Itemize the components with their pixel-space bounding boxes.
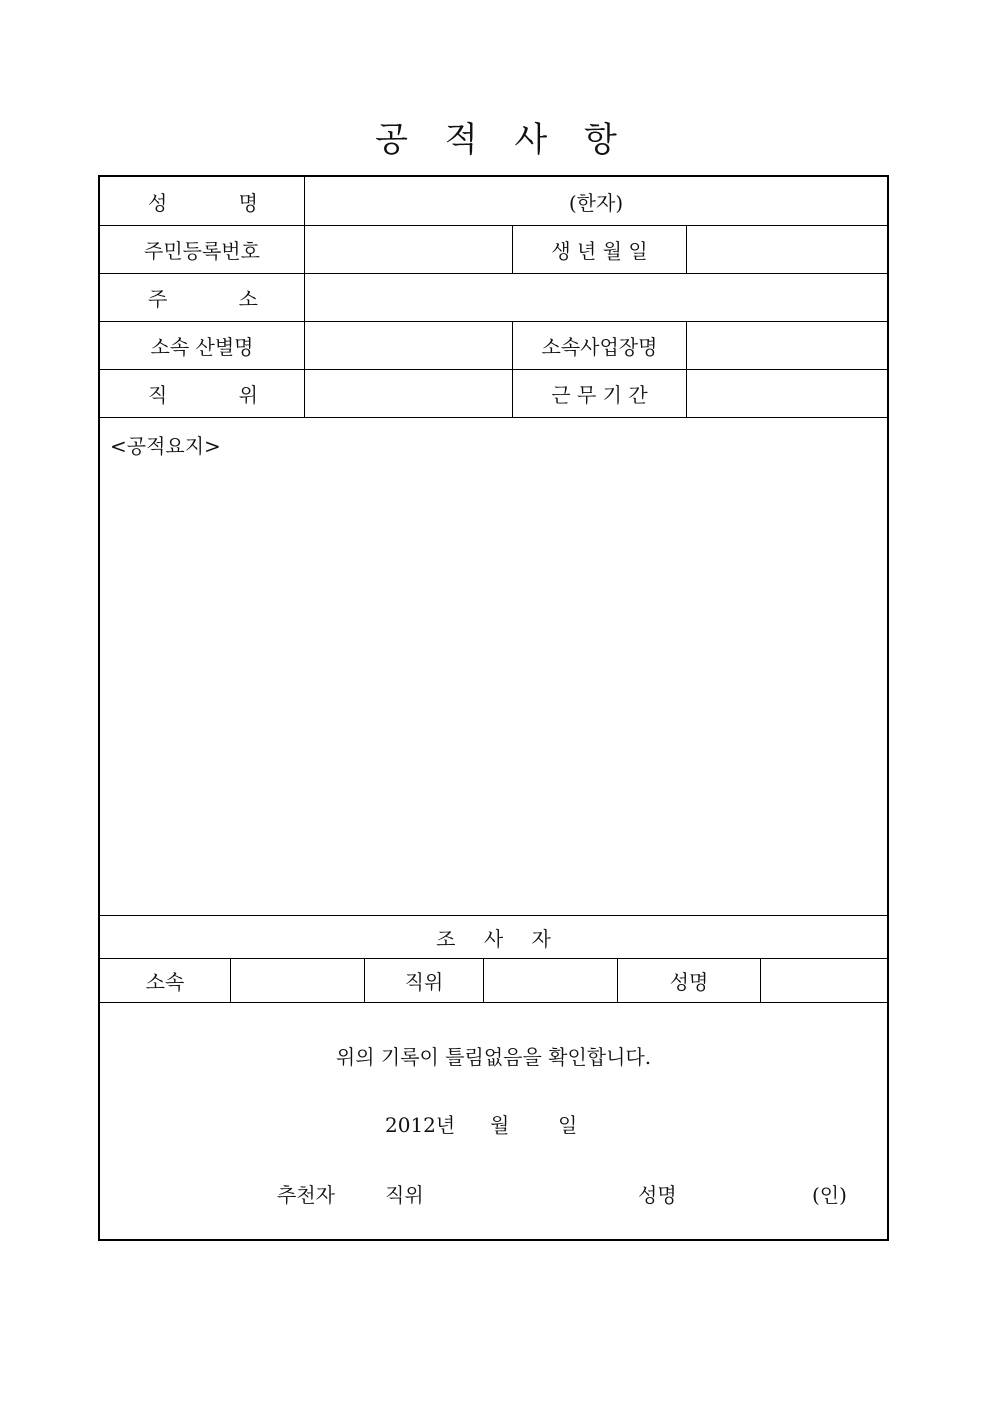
birth-label: 생 년 월 일: [512, 226, 686, 273]
investigator-header: 조 사 자: [436, 926, 551, 951]
address-field[interactable]: [304, 274, 887, 321]
position-row: [100, 370, 887, 418]
address-row: [100, 274, 887, 322]
hanja-label: (한자): [568, 190, 624, 215]
name-row: [100, 177, 887, 226]
page-title: 공 적 사 항: [375, 120, 617, 160]
confirmation-statement: 위의 기록이 틀림없음을 확인합니다.: [335, 1045, 652, 1069]
investigator-position-label: 직위: [364, 959, 483, 1002]
merit-area[interactable]: [100, 418, 887, 916]
rrn-row: [100, 226, 887, 274]
confirmation-month-label: 월: [490, 1113, 510, 1137]
investigator-name-field[interactable]: [760, 959, 887, 1002]
investigator-name-label: 성명: [617, 959, 760, 1002]
confirmation-year: 2012년: [385, 1113, 456, 1137]
address-label: 주 소: [148, 287, 258, 311]
union-row: [100, 322, 887, 370]
position-field[interactable]: [304, 370, 512, 417]
seal-label: (인): [812, 1183, 847, 1207]
investigator-affiliation-field[interactable]: [230, 959, 364, 1002]
rrn-label: 주민등록번호: [144, 239, 260, 263]
union-label: 소속 산별명: [150, 335, 254, 359]
position-label: 직 위: [148, 383, 258, 407]
name-field[interactable]: [304, 177, 887, 225]
confirmation-day-label: 일: [558, 1113, 578, 1137]
period-label: 근 무 기 간: [512, 370, 686, 417]
investigator-position-field[interactable]: [483, 959, 617, 1002]
workplace-label: 소속사업장명: [512, 322, 686, 369]
form-table: [98, 175, 889, 1241]
name-label: 성 명: [148, 190, 258, 215]
investigator-row: [100, 959, 887, 1003]
merit-label: <공적요지>: [110, 434, 221, 458]
birth-field[interactable]: [686, 226, 887, 273]
recommender-name-label: 성명: [638, 1183, 677, 1207]
period-field[interactable]: [686, 370, 887, 417]
recommender-position-label: 직위: [385, 1183, 424, 1207]
rrn-field[interactable]: [304, 226, 512, 273]
recommender-label: 추천자: [277, 1183, 335, 1207]
union-field[interactable]: [304, 322, 512, 369]
investigator-affiliation-label: 소속: [145, 970, 185, 994]
workplace-field[interactable]: [686, 322, 887, 369]
investigator-header-row: [100, 916, 887, 959]
